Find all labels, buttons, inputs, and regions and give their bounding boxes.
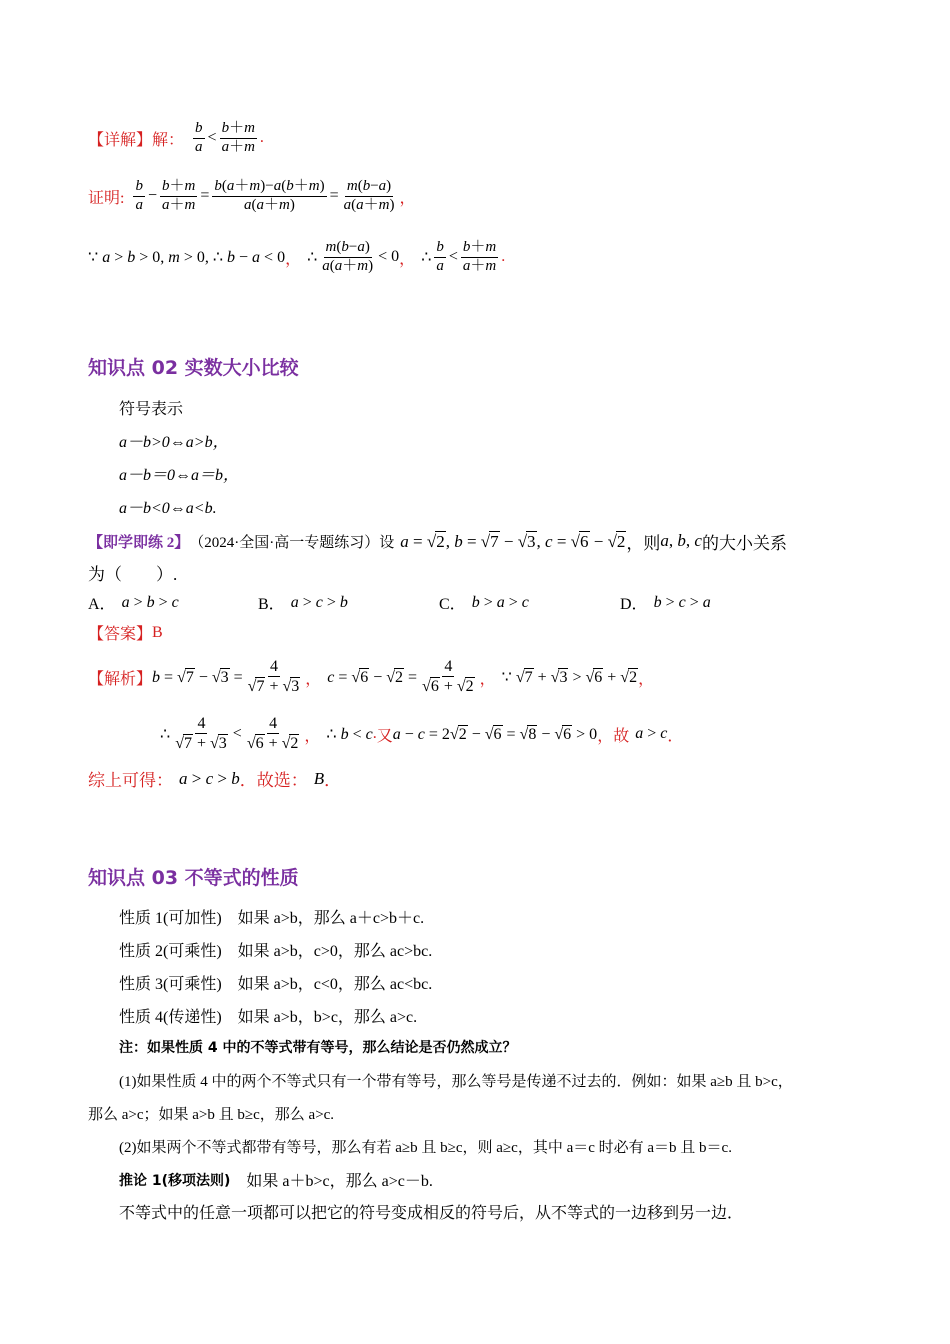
detail-line: 【详解】 解： $\frac{b}{a}$ < $\frac{b+m}{a+m}$ . <box>88 120 264 155</box>
kp03-n1a: (1)如果性质 4 中的两个不等式只有一个带有等号，那么等号是传递不过去的．例如：如果 a≥b 且 b>c， <box>119 1074 793 1090</box>
because-line: ∵ a > b > 0, m > 0, ∴ b − a < 0 ， ∴ $\frac{m(b-a)}{a(a+m)}$ < 0 ， ∴ $\frac{b}{a}$ < $\frac{b+m}{a+m}$ . <box>88 239 506 274</box>
practice2-then: ，则 <box>626 533 661 553</box>
proof-label: 证明: <box>88 189 125 207</box>
option-a[interactable]: A． a > b > c <box>88 593 179 613</box>
practice2-line: 【即学即练 2】 （2024·全国·高一专题练习）设 a = √2, b = √7 − √3, c = √6 − √2 ，则 a, b, c 的大小关系 <box>88 527 787 555</box>
prop-4: 性质 4(传递性) 如果 a>b，b>c，那么 a>c. <box>119 1009 418 1026</box>
option-d[interactable]: D． b > c > a <box>620 593 711 613</box>
practice2-wei: 为（ ）. <box>88 565 178 584</box>
kp03-note: 注：如果性质 4 中的不等式带有等号，那么结论是否仍然成立？ <box>119 1040 517 1056</box>
answer-value: B <box>152 623 163 641</box>
kp03-n1b: 那么 a>c；如果 a>b 且 b≥c，那么 a>c. <box>88 1107 335 1123</box>
prop-1: 性质 1(可加性) 如果 a>b，那么 a＋c>b＋c. <box>119 910 425 927</box>
kp02-line-1: a－b>0⇔a>b， <box>119 434 229 451</box>
analysis-line-2: ∴ $\frac{4}{√7 + √3}$ < $\frac{4}{√6 + √2}$ ， ∴ b < c . 又 a − c = 2√2 − √6 = √8 − √6 > 0 ，故 a > c ． <box>160 714 684 752</box>
answer-line <box>88 621 163 644</box>
kp02-line-3: a－b<0⇔a<b. <box>119 500 217 517</box>
frac-b-a: $\frac{b}{a}$ <box>195 120 203 155</box>
analysis-you: 又 <box>376 727 393 745</box>
kp02-sym-title: 符号表示 <box>119 401 184 418</box>
kp03-n2: (2)如果两个不等式都带有等号，那么有若 a≥b 且 b≥c，则 a≥c，其中 a＝c 时必有 a＝b 且 b＝c. <box>119 1140 732 1156</box>
prop-3: 性质 3(可乘性) 如果 a>b，c<0，那么 ac<bc. <box>119 976 433 993</box>
prop-2: 性质 2(可乘性) 如果 a>b，c>0，那么 ac>bc. <box>119 943 433 960</box>
frac-bm-am: $\frac{b+m}{a+m}$ <box>221 120 255 155</box>
practice2-label: 【即学即练 2】 <box>88 534 190 551</box>
analysis-label: 【解析】 <box>88 670 153 688</box>
answer-label: 【答案】 <box>88 626 153 643</box>
kp03-corollary: 推论 1(移项法则) 如果 a＋b>c，那么 a>c－b. <box>119 1172 433 1190</box>
kp02-title: 知识点 02 实数大小比较 <box>88 357 299 379</box>
kp03-cor-desc: 不等式中的任意一项都可以把它的符号变成相反的符号后，从不等式的一边移到另一边． <box>119 1205 744 1222</box>
kp03-title: 知识点 03 不等式的性质 <box>88 867 299 889</box>
practice2-tail: 的大小关系 <box>701 533 787 553</box>
kp02-line-2: a－b＝0⇔a＝b， <box>119 467 240 484</box>
detail-label: 【详解】 <box>88 131 153 149</box>
summary-label: 综上可得： <box>88 771 173 790</box>
summary-guxuan: ．故选： <box>239 771 308 790</box>
option-c[interactable]: C． b > a > c <box>439 593 529 613</box>
analysis-line-1: 【解析】 b = √7 − √3 = $\frac{4}{√7 + √3}$ ， c = √6 − √2 = $\frac{4}{√6 + √2}$ ， ∵ √7 + √3 > √6 + √2 ， <box>88 657 655 695</box>
analysis-gu: ，故 <box>597 727 630 745</box>
proof-line: 证明: $\frac{b}{a}$ − $\frac{b+m}{a+m}$ = $\frac{b(a+m)-a(b+m)}{a(a+m)}$ = $\frac{m(b-a)}{a(a+m)}$ ， <box>88 178 416 213</box>
detail-jie: 解： <box>152 131 185 149</box>
option-b[interactable]: B． a > c > b <box>258 593 348 613</box>
summary-choice: B <box>313 768 325 788</box>
summary-line: 综上可得： a > c > b ．故选： B ． <box>88 766 341 791</box>
practice2-source: （2024·全国·高一专题练习）设 <box>189 534 395 551</box>
